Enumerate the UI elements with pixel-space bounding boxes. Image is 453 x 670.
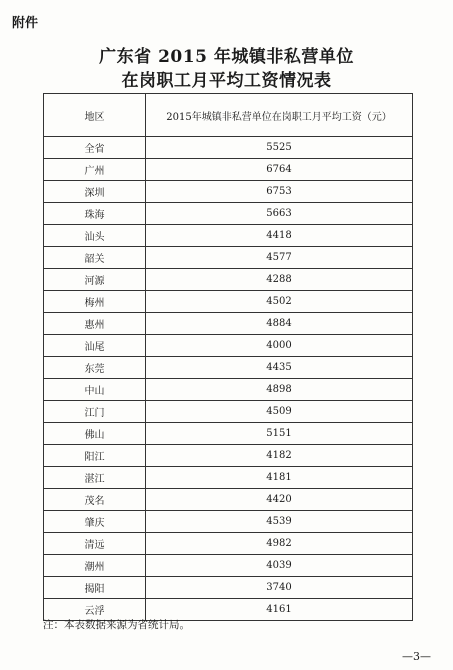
wage-cell: 3740 xyxy=(146,577,413,599)
region-cell: 广州 xyxy=(44,159,146,181)
region-cell: 梅州 xyxy=(44,291,146,313)
document-title-line2: 在岗职工月平均工资情况表 xyxy=(121,71,332,91)
table-body xyxy=(44,137,413,621)
table-row xyxy=(44,511,413,533)
header-region: 地区 xyxy=(44,94,146,137)
wage-cell: 4039 xyxy=(146,555,413,577)
wage-cell: 4577 xyxy=(146,247,413,269)
wage-cell: 4884 xyxy=(146,313,413,335)
region-cell: 东莞 xyxy=(44,357,146,379)
region-cell: 云浮 xyxy=(44,599,146,621)
region-cell: 肇庆 xyxy=(44,511,146,533)
wage-cell: 4181 xyxy=(146,467,413,489)
table-row xyxy=(44,445,413,467)
region-cell: 湛江 xyxy=(44,467,146,489)
region-cell: 全省 xyxy=(44,137,146,159)
wage-cell: 4161 xyxy=(146,599,413,621)
region-cell: 佛山 xyxy=(44,423,146,445)
wage-cell: 4420 xyxy=(146,489,413,511)
table-row xyxy=(44,225,413,247)
region-cell: 潮州 xyxy=(44,555,146,577)
region-cell: 深圳 xyxy=(44,181,146,203)
header-wage: 2015年城镇非私营单位在岗职工月平均工资（元） xyxy=(146,94,413,137)
region-cell: 惠州 xyxy=(44,313,146,335)
wage-cell: 6753 xyxy=(146,181,413,203)
table-row xyxy=(44,137,413,159)
region-cell: 汕尾 xyxy=(44,335,146,357)
table-row xyxy=(44,181,413,203)
table-row xyxy=(44,357,413,379)
table-header-row xyxy=(44,94,413,137)
wage-cell: 5151 xyxy=(146,423,413,445)
table-row xyxy=(44,555,413,577)
table-row xyxy=(44,401,413,423)
page-number: —3— xyxy=(402,650,431,663)
wage-cell: 5525 xyxy=(146,137,413,159)
region-cell: 阳江 xyxy=(44,445,146,467)
wage-cell: 4435 xyxy=(146,357,413,379)
table-row xyxy=(44,423,413,445)
wage-cell: 4982 xyxy=(146,533,413,555)
region-cell: 河源 xyxy=(44,269,146,291)
wage-cell: 4418 xyxy=(146,225,413,247)
region-cell: 韶关 xyxy=(44,247,146,269)
table-row xyxy=(44,335,413,357)
table-row xyxy=(44,159,413,181)
table-row xyxy=(44,489,413,511)
table-row xyxy=(44,379,413,401)
table-row xyxy=(44,467,413,489)
wage-cell: 4288 xyxy=(146,269,413,291)
region-cell: 清远 xyxy=(44,533,146,555)
wage-cell: 4182 xyxy=(146,445,413,467)
region-cell: 茂名 xyxy=(44,489,146,511)
region-cell: 揭阳 xyxy=(44,577,146,599)
document-title-line1: 广东省 2015 年城镇非私营单位 xyxy=(99,47,354,67)
wage-cell: 4539 xyxy=(146,511,413,533)
wage-cell: 4000 xyxy=(146,335,413,357)
region-cell: 中山 xyxy=(44,379,146,401)
table-row xyxy=(44,533,413,555)
wage-cell: 4509 xyxy=(146,401,413,423)
attachment-label: 附件 xyxy=(12,16,39,31)
table-row xyxy=(44,291,413,313)
wage-table xyxy=(43,93,413,621)
region-cell: 珠海 xyxy=(44,203,146,225)
table-row xyxy=(44,313,413,335)
wage-cell: 4502 xyxy=(146,291,413,313)
wage-cell: 4898 xyxy=(146,379,413,401)
table-row xyxy=(44,577,413,599)
region-cell: 江门 xyxy=(44,401,146,423)
table-row xyxy=(44,203,413,225)
table-row xyxy=(44,247,413,269)
footnote: 注：本表数据来源为省统计局。 xyxy=(43,619,190,631)
wage-cell: 6764 xyxy=(146,159,413,181)
table-row xyxy=(44,269,413,291)
wage-cell: 5663 xyxy=(146,203,413,225)
region-cell: 汕头 xyxy=(44,225,146,247)
